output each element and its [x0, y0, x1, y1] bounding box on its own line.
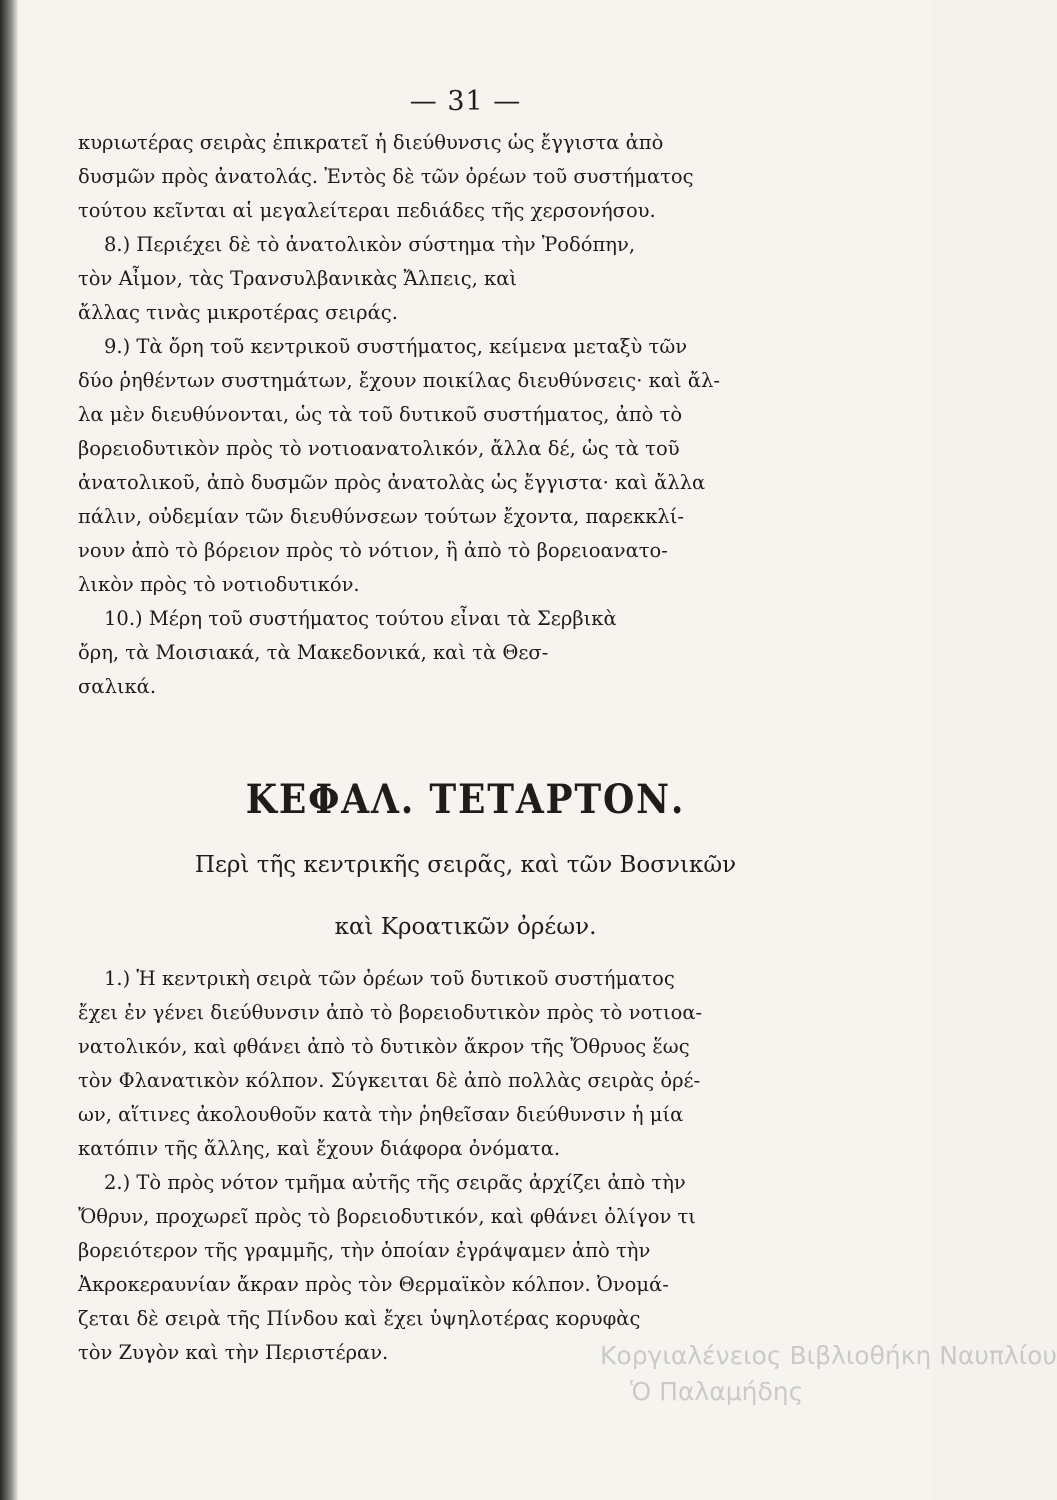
chapter-subtitle-line-2: καὶ Κροατικῶν ὀρέων.: [334, 914, 597, 940]
text-line: ων, αἵτινες ἀκολουθοῦν κατὰ τὴν ῥηθεῖσαν διεύθυνσιν ἡ μία: [78, 1103, 684, 1126]
text-line: λα μὲν διευθύνονται, ὡς τὰ τοῦ δυτικοῦ συστήματος, ἀπὸ τὸ: [78, 403, 683, 426]
text-line: 9.) Τὰ ὄρη τοῦ κεντρικοῦ συστήματος, κείμενα μεταξὺ τῶν: [104, 335, 688, 358]
text-line: σαλικά.: [78, 675, 157, 698]
text-line: βορειότερον τῆς γραμμῆς, τὴν ὁποίαν ἐγράψαμεν ἀπὸ τὴν: [78, 1239, 651, 1262]
text-line: τὸν Φλανατικὸν κόλπον. Σύγκειται δὲ ἀπὸ πολλὰς σειρὰς ὀρέ-: [78, 1069, 701, 1092]
text-line: 10.) Μέρη τοῦ συστήματος τούτου εἶναι τὰ Σερβικὰ: [104, 607, 617, 630]
text-line: 1.) Ἡ κεντρικὴ σειρὰ τῶν ὀρέων τοῦ δυτικοῦ συστήματος: [104, 967, 675, 990]
text-line: τὸν Αἶμον, τὰς Τρανσυλβανικὰς Ἄλπεις, καὶ: [78, 267, 518, 290]
text-line: πάλιν, οὐδεμίαν τῶν διευθύνσεων τούτων ἔχοντα, παρεκκλί-: [78, 505, 684, 528]
text-line: λικὸν πρὸς τὸ νοτιοδυτικόν.: [78, 573, 360, 596]
text-line: 8.) Περιέχει δὲ τὸ ἀνατολικὸν σύστημα τὴν Ῥοδόπην,: [104, 233, 636, 256]
text-line: Ὄθρυν, προχωρεῖ πρὸς τὸ βορειοδυτικόν, καὶ φθάνει ὀλίγον τι: [78, 1205, 696, 1228]
text-line: ζεται δὲ σειρὰ τῆς Πίνδου καὶ ἔχει ὑψηλοτέρας κορυφὰς: [78, 1307, 641, 1330]
text-line: ὄρη, τὰ Μοισιακά, τὰ Μακεδονικά, καὶ τὰ Θεσ-: [78, 641, 549, 664]
text-line: 2.) Τὸ πρὸς νότον τμῆμα αὐτῆς τῆς σειρᾶς ἀρχίζει ἀπὸ τὴν: [104, 1171, 686, 1194]
text-line: ἄλλας τινὰς μικροτέρας σειράς.: [78, 301, 398, 324]
page-number: — 31 —: [409, 86, 522, 117]
library-watermark: [600, 1338, 1057, 1410]
text-line: νουν ἀπὸ τὸ βόρειον πρὸς τὸ νότιον, ἢ ἀπὸ τὸ βορειοανατο-: [78, 539, 668, 562]
text-line: δυσμῶν πρὸς ἀνατολάς. Ἐντὸς δὲ τῶν ὀρέων τοῦ συστήματος: [78, 165, 694, 188]
text-line: ἔχει ἐν γένει διεύθυνσιν ἀπὸ τὸ βορειοδυτικὸν πρὸς τὸ νοτιοα-: [78, 1001, 703, 1024]
text-line: ἀνατολικοῦ, ἀπὸ δυσμῶν πρὸς ἀνατολὰς ὡς ἔγγιστα· καὶ ἄλλα: [78, 471, 706, 494]
chapter-title: ΚΕΦΑΛ. ΤΕΤΑΡΤΟΝ.: [245, 776, 686, 823]
text-line: νατολικόν, καὶ φθάνει ἀπὸ τὸ δυτικὸν ἄκρον τῆς Ὄθρυος ἕως: [78, 1035, 690, 1058]
text-line: βορειοδυτικὸν πρὸς τὸ νοτιοανατολικόν, ἄλλα δέ, ὡς τὰ τοῦ: [78, 437, 680, 460]
text-block-bottom: [78, 962, 764, 1370]
text-line: τὸν Ζυγὸν καὶ τὴν Περιστέραν.: [78, 1341, 389, 1364]
text-line: κυριωτέρας σειρὰς ἐπικρατεῖ ἡ διεύθυνσις ὡς ἔγγιστα ἀπὸ: [78, 131, 664, 154]
text-line: Ἀκροκεραυνίαν ἄκραν πρὸς τὸν Θερμαϊκὸν κόλπον. Ὀνομά-: [78, 1273, 669, 1296]
chapter-subtitle-line-1: Περὶ τῆς κεντρικῆς σειρᾶς, καὶ τῶν Βοσνικῶν: [194, 852, 737, 878]
watermark-line: Ὁ Παλαμήδης: [630, 1377, 804, 1406]
text-line: κατόπιν τῆς ἄλλης, καὶ ἔχουν διάφορα ὀνόματα.: [78, 1137, 561, 1160]
text-line: δύο ῥηθέντων συστημάτων, ἔχουν ποικίλας διευθύνσεις· καὶ ἄλ-: [78, 369, 720, 392]
text-line: τούτου κεῖνται αἱ μεγαλείτεραι πεδιάδες τῆς χερσονήσου.: [78, 199, 656, 222]
text-block-top: [78, 126, 764, 704]
watermark-line: Κοργιαλένειος Βιβλιοθήκη Ναυπλίου: [600, 1341, 1057, 1370]
page-binding-shadow: [0, 0, 18, 1500]
